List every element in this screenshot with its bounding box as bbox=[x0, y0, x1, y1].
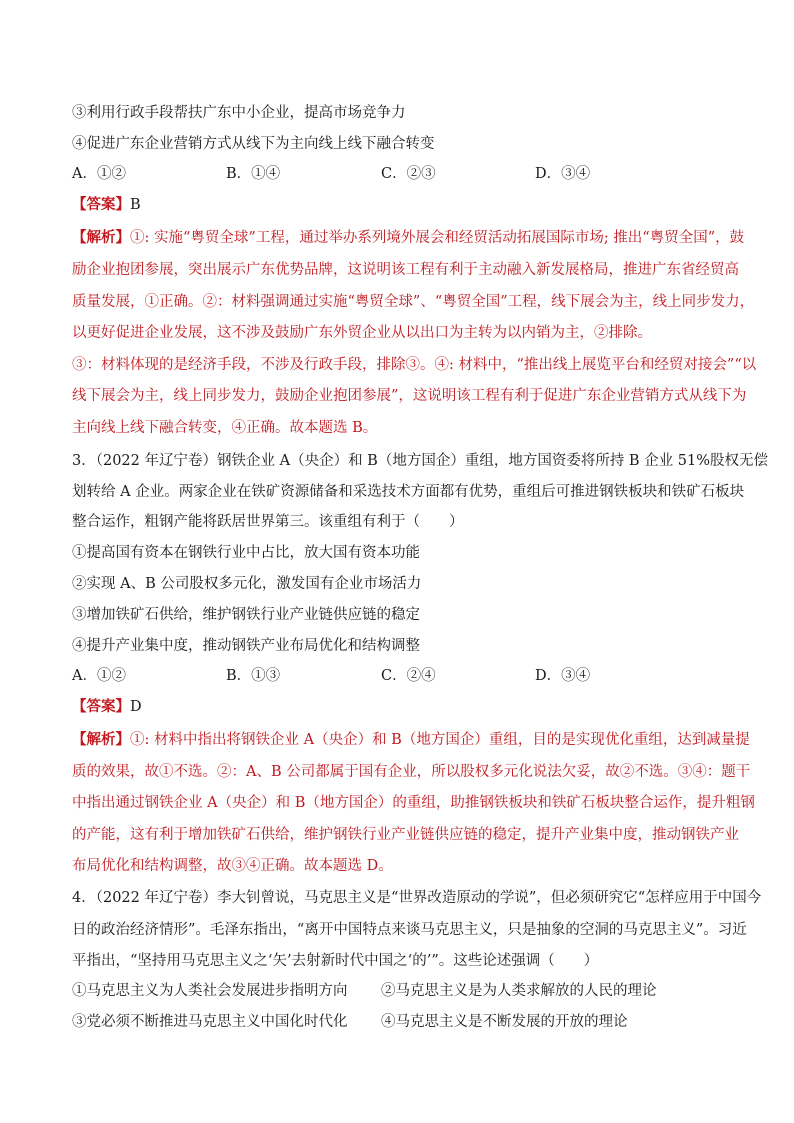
q2-analysis-line-3: 质量发展，①正确。②：材料强调通过实施“粤贸全球”、“粤贸全国”工程，线下展会为主，线上同步发力， bbox=[72, 294, 755, 310]
q4-item-4: ④马克思主义是不断发展的开放的理论 bbox=[381, 1014, 628, 1030]
q3-analysis-line-4: 的产能，这有利于增加铁矿石供给，维护钢铁行业产业链供应链的稳定，提升产业集中度，推动钢铁产业 bbox=[72, 827, 739, 843]
q2-analysis-line-4: 以更好促进企业发展，这不涉及鼓励广东外贸企业从以出口为主转为以内销为主，②排除。 bbox=[72, 325, 652, 341]
q2-option-b: B．①④ bbox=[226, 166, 281, 182]
q2-analysis-line-1 bbox=[72, 228, 745, 248]
q3-analysis-line-3: 中指出通过钢铁企业 A（央企）和 B（地方国企）的重组，助推钢铁板块和铁矿石板块整合运作，提升粗钢 bbox=[72, 795, 755, 811]
q2-answer bbox=[72, 195, 732, 215]
q3-analysis-line-1 bbox=[72, 730, 750, 750]
q2-item-4: ④促进广东企业营销方式从线下为主向线上线下融合转变 bbox=[72, 136, 435, 152]
q2-analysis-line-6: 线下展会为主，线上同步发力，鼓励企业抱团参展”，这说明该工程有利于促进广东企业营销方式从线下为 bbox=[72, 388, 747, 404]
answer-value: B bbox=[130, 197, 141, 213]
q2-option-d: D．③④ bbox=[535, 166, 591, 182]
q3-stem-line-2: 划转给 A 企业。两家企业在铁矿资源储备和采选技术方面都有优势，重组后可推进钢铁板块和铁矿石板块 bbox=[72, 484, 745, 500]
q3-item-1: ①提高国有资本在钢铁行业中占比，放大国有资本功能 bbox=[72, 545, 420, 561]
q3-answer bbox=[72, 697, 732, 717]
q2-analysis-line-7: 主向线上线下融合转变，④正确。故本题选 B。 bbox=[72, 420, 378, 436]
q2-analysis-line-2: 励企业抱团参展，突出展示广东优势品牌，这说明该工程有利于主动融入新发展格局，推进广东省经贸高 bbox=[72, 262, 739, 278]
q2-option-a: A．①② bbox=[72, 166, 126, 182]
q3-item-2: ②实现 A、B 公司股权多元化，激发国有企业市场活力 bbox=[72, 576, 422, 592]
answer-tag: 【答案】 bbox=[72, 698, 130, 715]
q4-item-1: ①马克思主义为人类社会发展进步指明方向 bbox=[72, 983, 348, 999]
q3-option-d: D．③④ bbox=[535, 668, 591, 684]
q2-analysis-line-5: ③：材料体现的是经济手段，不涉及行政手段，排除③。④: 材料中，“推出线上展览平台和经贸对接会”“以 bbox=[72, 357, 757, 373]
q3-item-4: ④提升产业集中度，推动钢铁产业布局优化和结构调整 bbox=[72, 638, 420, 654]
analysis-tag: 【解析】 bbox=[72, 731, 130, 748]
q3-option-a: A．①② bbox=[72, 668, 126, 684]
q4-stem-line-2: 日的政治经济情形”。毛泽东指出，“离开中国特点来谈马克思主义，只是抽象的空洞的马克思主义”。习近 bbox=[72, 922, 747, 938]
q3-option-b: B．①③ bbox=[226, 668, 281, 684]
q3-option-c: C．②④ bbox=[381, 668, 436, 684]
answer-tag: 【答案】 bbox=[72, 196, 130, 213]
q3-stem-line-1: 3．（2022 年辽宁卷）钢铁企业 A（央企）和 B（地方国企）重组，地方国资委将所持 B 企业 51%股权无偿 bbox=[72, 453, 769, 469]
q3-item-3: ③增加铁矿石供给，维护钢铁行业产业链供应链的稳定 bbox=[72, 607, 420, 623]
q2-item-3: ③利用行政手段帮扶广东中小企业，提高市场竞争力 bbox=[72, 105, 406, 121]
q4-item-2: ②马克思主义是为人类求解放的人民的理论 bbox=[381, 983, 657, 999]
q2-option-c: C．②③ bbox=[381, 166, 436, 182]
q3-stem-line-3: 整合运作，粗钢产能将跃居世界第三。该重组有利于（ ） bbox=[72, 514, 464, 530]
answer-value: D bbox=[130, 699, 142, 715]
analysis-tag: 【解析】 bbox=[72, 229, 130, 246]
q4-item-3: ③党必须不断推进马克思主义中国化时代化 bbox=[72, 1014, 348, 1030]
analysis-text: ①: 材料中指出将钢铁企业 A（央企）和 B（地方国企）重组，目的是实现优化重组，达到减量提 bbox=[130, 732, 750, 748]
q4-stem-line-1: 4．（2022 年辽宁卷）李大钊曾说，马克思主义是“世界改造原动的学说”，但必须研究它“怎样应用于中国今 bbox=[72, 890, 762, 906]
q3-analysis-line-5: 布局优化和结构调整，故③④正确。故本题选 D。 bbox=[72, 858, 393, 874]
analysis-text: ①: 实施“粤贸全球”工程，通过举办系列境外展会和经贸活动拓展国际市场; 推出“粤贸全国”，鼓 bbox=[130, 230, 745, 246]
q3-analysis-line-2: 质的效果，故①不选。②：A、B 公司都属于国有企业，所以股权多元化说法欠妥，故②不选。③④：题干 bbox=[72, 764, 751, 780]
q4-stem-line-3: 平指出，“坚持用马克思主义之‘矢’去射新时代中国之‘的’”。这些论述强调（ ） bbox=[72, 953, 599, 969]
